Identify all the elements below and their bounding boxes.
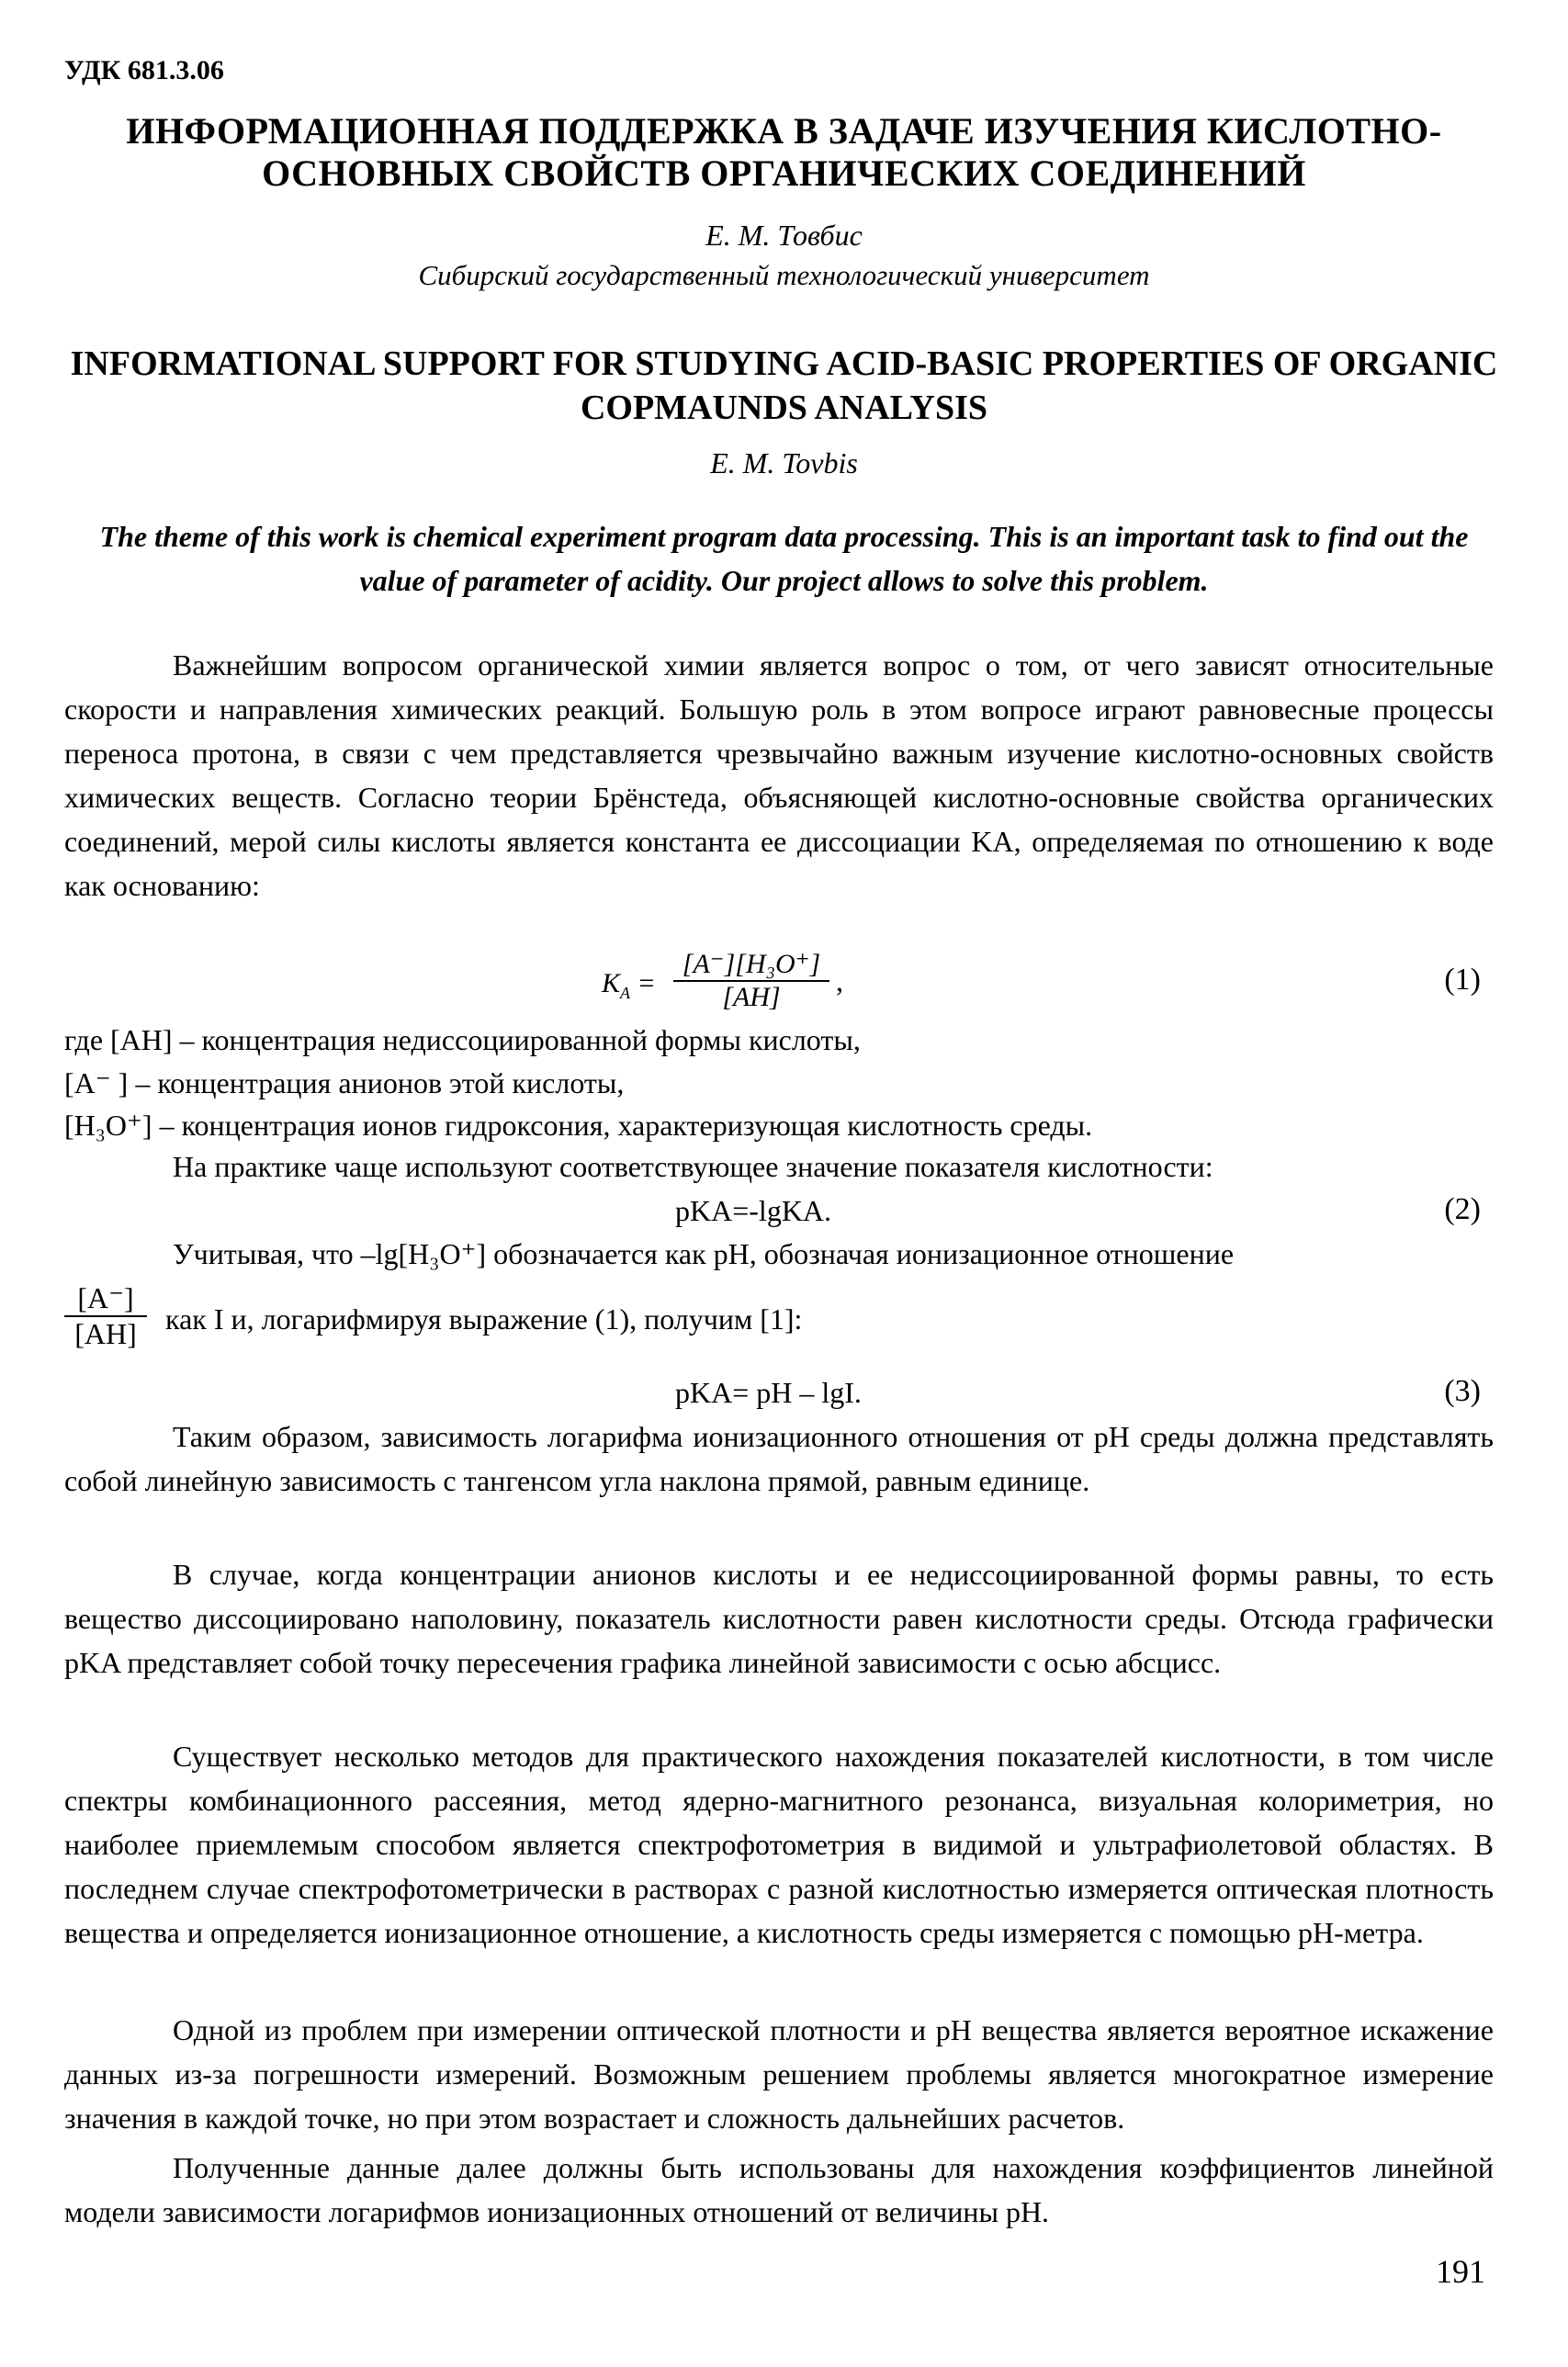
- equation-2: pKA=-lgKA.: [675, 1194, 832, 1227]
- eq3-number: (3): [1444, 1374, 1481, 1408]
- paragraph-5-text: Одной из проблем при измерении оптической плотности и pH вещества является вероятное искажение данных из-за погрешности измерений. Возможным решением проблемы является многократное измерение значения в каждой точке, но при этом возрастает и сложность дальнейших расчетов.: [64, 2013, 1494, 2135]
- eq1-numerator: [A⁻][H₃O⁺]: [673, 948, 829, 982]
- ratio-denominator: [AH]: [74, 1317, 137, 1350]
- paragraph-6-text: Полученные данные далее должны быть использованы для нахождения коэффициентов линейной модели зависимости логарифмов ионизационных отношений от величины pH.: [64, 2151, 1494, 2228]
- paragraph-1-text: Важнейшим вопросом органической химии является вопрос о том, от чего зависят относительные скорости и направления химических реакций. Большую роль в этом вопросе играют равновесные процессы переноса протона, в связи с чем представляется чрезвычайно важным изучение кислотно-основных свойств химических веществ. Согласно теории Брёнстеда, объясняющей кислотно-основные свойства органических соединений, мерой силы кислоты является константа ее диссоциации KA, определяемая по отношению к воде как основанию:: [64, 648, 1494, 902]
- where-line-3: [H₃O⁺] – концентрация ионов гидроксония, характеризующая кислотность среды.: [64, 1109, 1093, 1142]
- practice-line: На практике чаще используют соответствующее значение показателя кислотности:: [173, 1150, 1213, 1183]
- paragraph-2: [64, 1415, 1494, 1503]
- eq1-fraction: [673, 948, 829, 1013]
- paragraph-3: [64, 1552, 1494, 1685]
- taking-line: Учитывая, что –lg[H₃O⁺] обозначается как pH, обозначая ионизационное отношение: [173, 1237, 1235, 1270]
- ratio-tail: как I и, логарифмируя выражение (1), получим [1]:: [165, 1302, 803, 1336]
- ratio-expression: [64, 1280, 1167, 1372]
- paragraph-4: [64, 1734, 1494, 1955]
- page-number: 191: [1436, 2253, 1485, 2290]
- paragraph-4-text: Существует несколько методов для практического нахождения показателей кислотности, в том числе спектры комбинационного рассеяния, метод ядерно-магнитного резонанса, визуальная колориметрия, но наиболее приемлемым способом является спектрофотометрия в видимой и ультрафиолетовой областях. В последнем случае спектрофотометрически в растворах с разной кислотностью измеряется оптическая плотность вещества и определяется ионизационное отношение, а кислотность среды измеряется с помощью pH-метра.: [64, 1740, 1494, 1949]
- eq1-lhs: $K_A$ =: [602, 968, 656, 1002]
- eq2-number: (2): [1444, 1192, 1481, 1226]
- author-ru: Е. М. Товбис: [705, 219, 863, 252]
- paragraph-5: [64, 2008, 1494, 2140]
- where-line-1: где [AH] – концентрация недиссоциированной формы кислоты,: [64, 1023, 861, 1056]
- paragraph-3-text: В случае, когда концентрации анионов кислоты и ее недиссоциированной формы равны, то есть вещество диссоциировано наполовину, показатель кислотности равен кислотности среды. Отсюда графически pKA представляет собой точку пересечения графика линейной зависимости с осью абсцисс.: [64, 1558, 1494, 1679]
- abstract-en: The theme of this work is chemical experiment program data processing. This is an important task to find out the value of parameter of acidity. Our project allows to solve this problem.: [99, 520, 1469, 597]
- equation-1: [602, 948, 969, 1021]
- where-line-2: [A⁻ ] – концентрация анионов этой кислоты,: [64, 1066, 625, 1099]
- udk-code: УДК 681.3.06: [64, 55, 224, 85]
- eq1-tail: ,: [836, 964, 843, 998]
- ratio-numerator: [A⁻]: [64, 1280, 147, 1317]
- title-en: INFORMATIONAL SUPPORT FOR STUDYING ACID-BASIC PROPERTIES OF ORGANIC COPMAUNDS ANALYSIS: [70, 344, 1498, 427]
- paragraph-6: [64, 2146, 1494, 2234]
- author-en: E. M. Tovbis: [710, 446, 858, 479]
- eq1-number: (1): [1444, 963, 1481, 997]
- paragraph-2-text: Таким образом, зависимость логарифма ионизационного отношения от pH среды должна представлять собой линейную зависимость с тангенсом угла наклона прямой, равным единице.: [64, 1420, 1494, 1497]
- paragraph-1: [64, 643, 1494, 907]
- affiliation-ru: Сибирский государственный технологический университет: [418, 259, 1150, 291]
- ratio-fraction: [64, 1280, 147, 1351]
- equation-3: pKA= pH – lgI.: [675, 1376, 862, 1409]
- title-ru: ИНФОРМАЦИОННАЯ ПОДДЕРЖКА В ЗАДАЧЕ ИЗУЧЕНИЯ КИСЛОТНО-ОСНОВНЫХ СВОЙСТВ ОРГАНИЧЕСКИХ СОЕДИНЕНИЙ: [126, 110, 1442, 194]
- eq1-denominator: [AH]: [722, 982, 781, 1012]
